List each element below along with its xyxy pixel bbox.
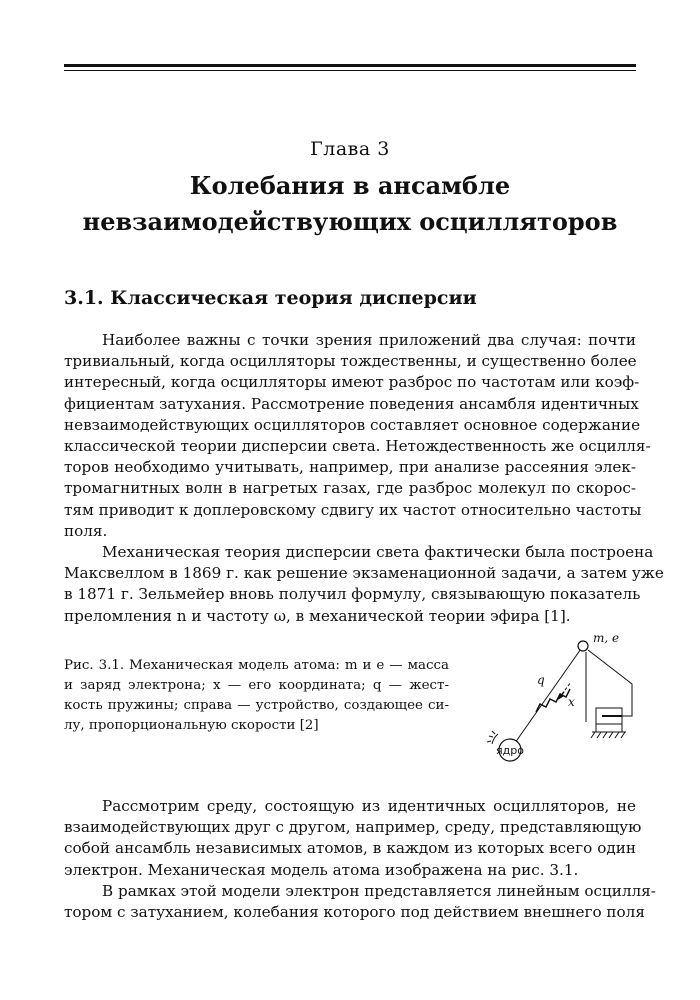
caption-line: кость пружины; справа — устройство, создающее си- <box>64 698 449 713</box>
electron-label: m, e <box>593 632 620 645</box>
section-heading: 3.1. Классическая теория дисперсии <box>64 287 477 309</box>
electron-circle <box>578 641 588 651</box>
nucleus-label: ядро <box>496 744 524 757</box>
text-line: тором с затуханием, колебания которого под действием внешнего поля <box>64 903 645 922</box>
chapter-title-line: Колебания в ансамбле <box>189 171 511 200</box>
damper-device <box>586 652 626 738</box>
text-line: поля. <box>64 521 108 540</box>
paragraph <box>64 796 642 881</box>
text-line: интересный, когда осцилляторы имеют разброс по частотам или коэф- <box>64 373 640 392</box>
text-line: Максвеллом в 1869 г. как решение экзаменационной задачи, а затем уже <box>64 564 664 583</box>
figure-caption <box>64 656 449 736</box>
caption-line: и заряд электрона; x — его координата; q — жест- <box>64 678 449 693</box>
chapter-title <box>0 168 700 240</box>
text-line: собой ансамбль независимых атомов, в каждом из которых всего один <box>64 839 636 858</box>
atom-model-diagram <box>480 632 640 762</box>
text-line: тромагнитных волн в нагретых газах, где разброс молекул по скорос- <box>64 479 636 498</box>
text-line: торов необходимо учитывать, например, при анализе рассеяния элек- <box>64 458 636 477</box>
spring-coil <box>536 689 570 712</box>
text-line: электрон. Механическая модель атома изображена на рис. 3.1. <box>64 860 579 879</box>
text-line: тривиальный, когда осцилляторы тождественны, и существенно более <box>64 352 637 371</box>
text-line: фициентам затухания. Рассмотрение поведения ансамбля идентичных <box>64 394 639 413</box>
text-line: В рамках этой модели электрон представляется линейным осцилля- <box>102 882 656 900</box>
caption-line: лу, пропорциональную скорости [2] <box>64 718 319 733</box>
damper-link <box>588 650 632 716</box>
chapter-title-line: невзаимодействующих осцилляторов <box>82 207 618 236</box>
text-line: тям приводит к доплеровскому сдвигу их частот относительно частоты <box>64 500 642 519</box>
text-line: Механическая теория дисперсии света фактически была построена <box>102 543 654 561</box>
text-line: Рассмотрим среду, состоящую из идентичных осцилляторов, не <box>102 797 636 815</box>
text-line: в 1871 г. Зельмейер вновь получил формулу, связывающую показатель <box>64 585 641 604</box>
text-line: Наиболее важны с точки зрения приложений два случая: почти <box>102 331 636 349</box>
text-line: взаимодействующих друг с другом, например, среду, представляющую <box>64 818 642 837</box>
atom-model-figure <box>480 632 640 762</box>
header-rule-thick <box>64 64 636 67</box>
text-line: преломления n и частоту ω, в механической теории эфира [1]. <box>64 606 571 625</box>
paragraph <box>64 542 664 627</box>
spring-label: q <box>537 673 545 687</box>
caption-line: Рис. 3.1. Механическая модель атома: m и e — масса <box>64 658 449 673</box>
paragraph <box>64 330 651 542</box>
paragraph <box>64 881 656 923</box>
header-rule-thin <box>64 70 636 71</box>
chapter-label: Глава 3 <box>310 138 390 160</box>
text-line: невзаимодействующих осцилляторов составляет основное содержание <box>64 415 641 434</box>
coordinate-label: x <box>568 695 575 709</box>
nucleus-ground-hatch <box>487 731 498 744</box>
text-line: классической теории дисперсии света. Нетождественность же осцилля- <box>64 436 651 455</box>
